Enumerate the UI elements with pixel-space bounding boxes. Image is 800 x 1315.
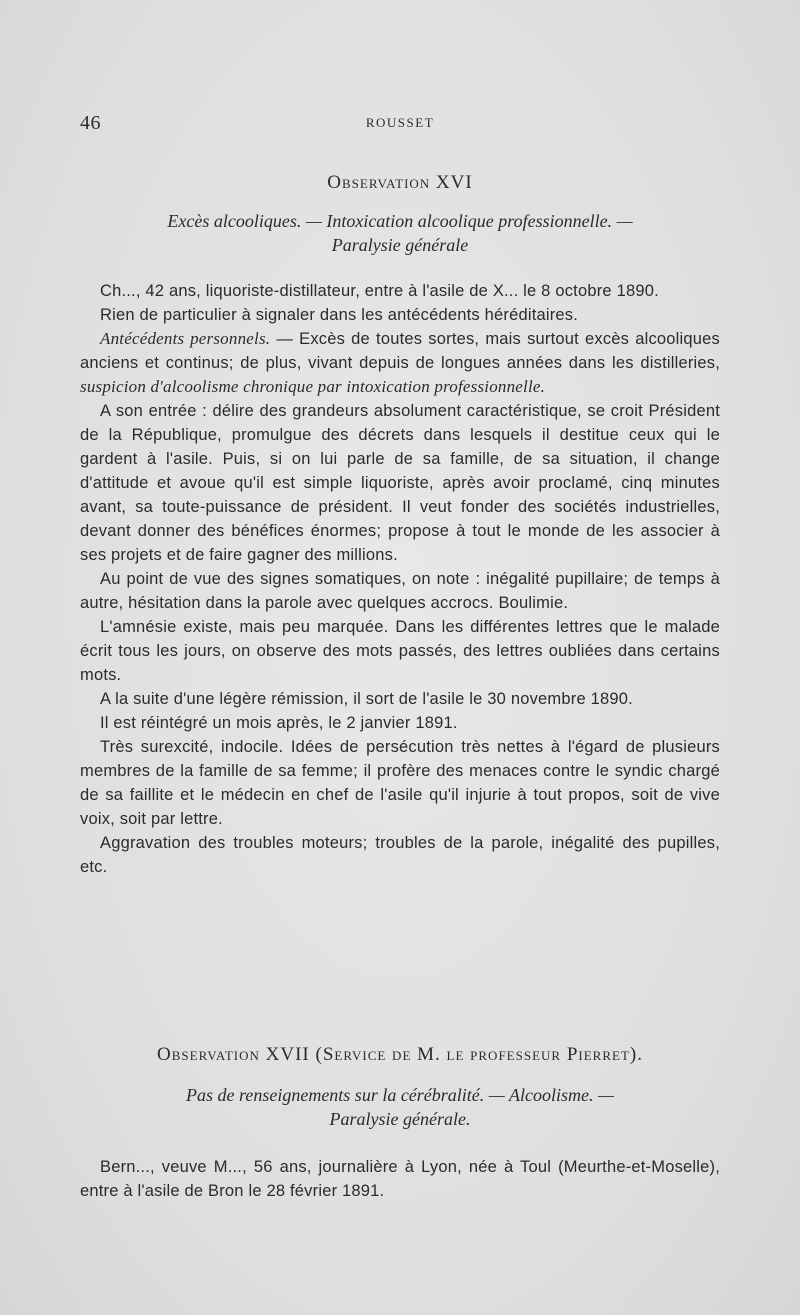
running-title: ROUSSET: [365, 115, 435, 130]
running-header: [80, 112, 720, 136]
antecedents-lead: Antécédents personnels.: [100, 329, 271, 348]
observation-16-paragraph: A la suite d'une légère rémission, il sort de l'asile le 30 novembre 1890.: [100, 690, 633, 708]
observation-16-subtitle-line-1: Excès alcooliques. — Intoxication alcoolique professionnelle. —: [167, 211, 633, 231]
observation-16-paragraph: Ch..., 42 ans, liquoriste-distillateur, entre à l'asile de X... le 8 octobre 1890.: [100, 282, 659, 300]
page-number: 46: [80, 112, 101, 134]
observation-16-subtitle-line-2: Paralysie générale: [331, 235, 469, 255]
observation-16-paragraph-antecedents: [80, 327, 720, 399]
observation-17-subtitle: [80, 1083, 720, 1131]
observation-16-paragraph: Il est réintégré un mois après, le 2 janvier 1891.: [100, 714, 458, 732]
observation-16-heading: Observation XVI: [327, 172, 473, 193]
antecedents-text: — Excès de toutes sortes, mais surtout excès alcooliques anciens et continus; de plus, vivant depuis de longues années dans les distilleries,: [80, 330, 720, 372]
observation-16-paragraph: A son entrée : délire des grandeurs absolument caractéristique, se croit Président de la République, promulgue des décrets dans lesquels il destitue ceux qui le gardent à l'asile. Puis, si on lui parle de sa famille, de sa situation, il change d'attitude et avoue qu'il est simple liquoriste, après avoir proclamé, cinq minutes avant, sa toute-puissance de président. Il veut fonder des sociétés industrielles, devant donner des bénéfices énormes; propose à tout le monde de les associer à ses projets et de faire gagner des millions.: [80, 402, 720, 564]
observation-17-paragraph: Bern..., veuve M..., 56 ans, journalière à Lyon, née à Toul (Meurthe-et-Moselle), entre à l'asile de Bron le 28 février 1891.: [80, 1158, 720, 1200]
observation-16-paragraph: Au point de vue des signes somatiques, on note : inégalité pupillaire; de temps à autre, hésitation dans la parole avec quelques accrocs. Boulimie.: [80, 570, 720, 612]
observation-16-body: [80, 279, 720, 879]
observation-16-paragraph: Rien de particulier à signaler dans les antécédents héréditaires.: [100, 306, 579, 324]
observation-16-subtitle: [80, 209, 720, 257]
observation-16-paragraph: Aggravation des troubles moteurs; troubles de la parole, inégalité des pupilles, etc.: [80, 834, 720, 876]
observation-16-paragraph: L'amnésie existe, mais peu marquée. Dans les différentes lettres que le malade écrit tous les jours, on observe des mots passés, des lettres oubliées dans certains mots.: [80, 618, 720, 684]
observation-17-heading: Observation XVII (Service de M. le professeur Pierret).: [157, 1044, 643, 1065]
observation-16-paragraph: Très surexcité, indocile. Idées de persécution très nettes à l'égard de plusieurs membres de la famille de sa femme; il profère des menaces contre le syndic chargé de sa faillite et le médecin en chef de l'asile qu'il injurie à tout propos, soit de vive voix, soit par lettre.: [80, 738, 720, 828]
antecedents-italic: suspicion d'alcoolisme chronique par intoxication professionnelle.: [80, 377, 546, 396]
observation-17-body: [80, 1155, 720, 1203]
observation-17-subtitle-line-2: Paralysie générale.: [329, 1109, 471, 1129]
observation-17-subtitle-line-1: Pas de renseignements sur la cérébralité. — Alcoolisme. —: [186, 1085, 614, 1105]
